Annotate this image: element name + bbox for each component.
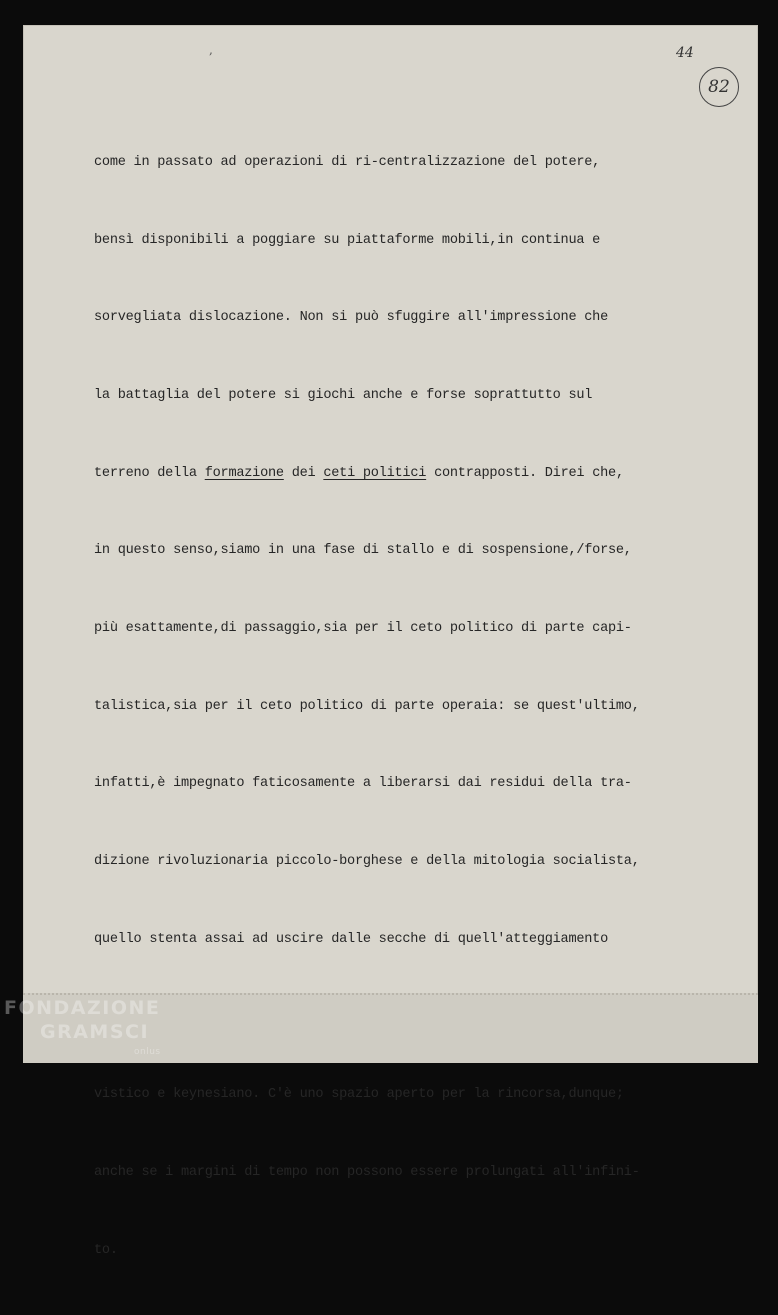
text-line: la battaglia del potere si giochi anche e forse soprattutto sul: [94, 387, 593, 403]
typewritten-body: [94, 98, 654, 1315]
page-number: 44: [676, 45, 694, 61]
text-line: terreno della formazione dei ceti politici contrapposti. Direi che,: [94, 465, 624, 481]
text-line: talistica,sia per il ceto politico di parte operaia: se quest'ultimo,: [94, 698, 640, 714]
text-line: vistico e keynesiano. C'è uno spazio aperto per la rincorsa,dunque;: [94, 1087, 624, 1103]
watermark-line-2: GRAMSCI: [40, 1021, 150, 1043]
text-line: infatti,è impegnato faticosamente a liberarsi dai residui della tra-: [94, 776, 632, 792]
underlined-term-ceti-politici: ceti politici: [323, 465, 427, 481]
text-line: dizione rivoluzionaria piccolo-borghese e della mitologia socialista,: [94, 854, 640, 870]
text-line: come in passato ad operazioni di ri-centralizzazione del potere,: [94, 154, 601, 170]
text-line: quello stenta assai ad uscire dalle secche di quell'atteggiamento: [94, 931, 608, 947]
text-line: più esattamente,di passaggio,sia per il ceto politico di parte capi-: [94, 621, 632, 637]
text-line: sorvegliata dislocazione. Non si può sfuggire all'impressione che: [94, 310, 608, 326]
text-line: anche se i margini di tempo non possono essere prolungati all'infini-: [94, 1164, 640, 1180]
underlined-term-formazione: formazione: [204, 465, 284, 481]
archive-number-stamp: 82: [699, 67, 739, 107]
text-line: bensì disponibili a poggiare su piattaforme mobili,in continua e: [94, 232, 601, 248]
watermark-line-3: onlus: [134, 1047, 161, 1057]
archive-watermark: [4, 996, 161, 1064]
text-line: to.: [94, 1242, 118, 1258]
watermark-line-1: FONDAZIONE: [4, 997, 161, 1019]
document-page: [23, 25, 758, 1258]
stray-pen-mark: ,: [209, 43, 213, 57]
text-line: in questo senso,siamo in una fase di stallo e di sospensione,/forse,: [94, 543, 632, 559]
